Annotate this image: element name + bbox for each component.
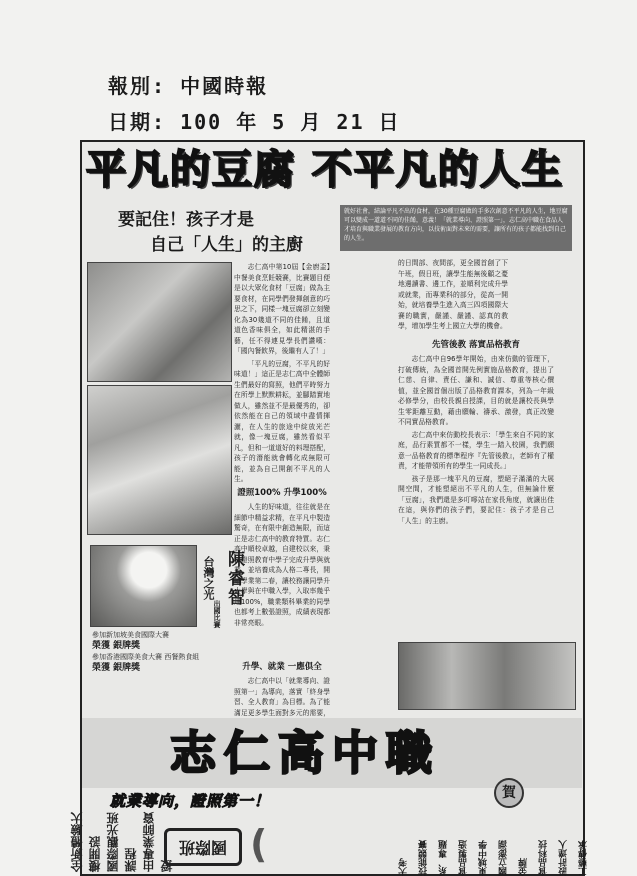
subtitle-line-1: 要記住！孩子才是 xyxy=(118,210,254,230)
photo-tofu-dishes xyxy=(87,385,232,535)
ad-col: 東城中學 xyxy=(479,840,489,876)
banner-slogan: 就業導向，證照第一！ xyxy=(110,792,271,810)
award-event-1: 參加新加坡美食國際大賽 xyxy=(92,631,169,639)
ad-col: 金牌 xyxy=(519,858,529,876)
article-title: 平凡的豆腐 不平凡的人生 xyxy=(86,146,564,193)
subtitle-line-2: 自己「人生」的主廚 xyxy=(150,235,303,255)
paragraph: 「平凡的豆腐，不平凡的好味道！」這正是志仁高中全體師生們最好的寫照，他們平時努力在所學上默默耕耘，並腳踏實地做人，雖然並不是最優秀的，卻依然能在自己的領域中盡情揮灑，在人生的旅途中綻放光芒就，像一塊豆腐，雖然看似平凡，但和一道道好的料理搭配，孩子的潛能就會轉化成無限可能，並為自己開創不平凡的人生。 xyxy=(234,359,330,483)
ad-col: 設計達人 xyxy=(559,840,569,876)
date-label: 日期: 100 年 5 月 21 日 xyxy=(108,110,401,134)
ad-left-text: 全新體驗大樓開設 國際觀光班課程 由專業師資授 xyxy=(70,812,174,872)
chef-name: 陳睿智 xyxy=(224,550,244,607)
awards-box xyxy=(92,630,232,674)
paragraph: 志仁高中自96學年開始，由來仿動的管理下，打破傳統，為全國首開先例實施品格教育，提出了仁慈、自律、責任、謙和、誠信、尊重等核心價值，並全國首個出版了品格教育課本，列為一年級必修學分，由校長親自授課，目的就是讓校長與學生零距離互動，藉由願輪、禱承、激發，真正改變不同實品格教育。 xyxy=(398,355,554,426)
photo-award-ceremony xyxy=(87,262,232,382)
section-heading-1: 證照100% 升學100% xyxy=(237,488,327,498)
article-intro: 就好社會，結論平凡不出的食材，在30種豆腐做的手多次創意不平凡的人生，地豆腐可以變成一道道不同的佳餚，意義！「就業導向、證照第一」，志仁高中職在食品人才培育與職業發展的教育方向，以技術面對未來的需要，讓所有的孩子都能找到自己的人生。 xyxy=(340,205,572,251)
paragraph: 孩子是那一塊平凡的豆腐，塑絕子滿滿的大展開空間，才能塑絕出不平凡的人生，但無論什麼「豆腐」，我們還是多叮嚀站在家長角度，就讓出佳在這，與你們的孩子們，要記住：孩子才是自己「人生」的主廚。 xyxy=(398,474,554,525)
section-heading-2: 升學、就業 一應俱全 xyxy=(242,662,322,672)
ad-logo: 國際班 xyxy=(164,828,242,866)
paragraph: 志仁高中第10屆【金廚盃】中餐美食烹飪競賽，比賽題目便是以大眾化食材「豆腐」做為主要食材，在同學們發揮創意的巧思之下，同樣一塊豆腐卻立刻變化為30幾道不同的佳餚，且道道色香味俱全，如此精湛的手藝，任不得連見學長們讚嘆：「國內餐飲界，後繼有人了！」 xyxy=(234,263,330,355)
article-column-1b xyxy=(234,502,330,640)
ad-col: 大考 xyxy=(399,858,409,876)
ad-col: 技能競賽 xyxy=(419,840,429,876)
article-column-2b xyxy=(398,354,554,636)
ad-right-columns xyxy=(300,812,590,876)
photo-chef xyxy=(90,545,197,627)
newspaper-label: 報別: 中國時報 xyxy=(108,74,269,98)
paragraph: 的日間部、夜間部，更全國首創了下午班，假日班，讓學生能無後顧之憂地邊讀書、邊工作，並順利完成升學或就業，而專業科的部分，從高一開始，就培養學生進入高三四項國際大賽的職實，嚴謹、嚴謹、認真的教學，增加學生考上國立大學的機會。 xyxy=(398,259,508,330)
banner-school-name: 志仁高中職 xyxy=(170,726,440,780)
article-column-2 xyxy=(398,258,508,330)
award-result-2: 榮獲 銀牌獎 xyxy=(92,663,141,673)
award-result-1: 榮獲 銀牌獎 xyxy=(92,641,141,651)
ad-col: 食品製造 xyxy=(459,840,469,876)
ad-col: 國立澎湖 xyxy=(499,840,509,876)
chef-tag: 出國比賽 xyxy=(213,600,221,628)
paragraph: 志仁高中來仿動校長表示：「學生來自不同的家庭，品行素質都不一樣，學生一踏入校園，我們願意一品格教育的標準程序『先管後教』，老師有了權責，才能帶領所有的學生一同成長。」 xyxy=(398,430,554,470)
article-column-1 xyxy=(234,262,330,483)
paragraph: 人生的好味道，往往就是在細節中精益求精，在平凡中製造驚奇，在有限中創造無限，而這正是志仁高中的教育特質。志仁高中順校卓越，自建校以來，秉持證照教育中學子完成升學與就業，並培養成為人格二專長，開始學業第二春，讓校務讓同學升大學與在中職入學，入取率幾乎達100%，職業類科畢業的同學也都考上數張證照，成績表現都非常亮眼。 xyxy=(234,503,330,627)
paragraph: 志仁高中以「就業導向、證照第一」為導向，落實「終身學習、全人教育」為目標。為了能滿足更多學生面對多元的需要， xyxy=(234,677,330,717)
article-column-1c xyxy=(234,676,330,716)
award-event-2: 參加香港國際美食大賽 西餐熱食組 xyxy=(92,653,200,661)
banner-seal: 賀 xyxy=(494,778,524,808)
section-heading-3: 先管後教 落實品格教育 xyxy=(432,340,520,350)
ad-col: 食品科技 xyxy=(539,840,549,876)
ad-mark: ( xyxy=(250,822,268,866)
chef-role: 台灣之光 xyxy=(202,556,215,600)
ad-col: 工藝傳承 xyxy=(579,840,589,876)
photo-classroom xyxy=(398,642,576,710)
ad-col: 系、專題 xyxy=(439,840,449,876)
